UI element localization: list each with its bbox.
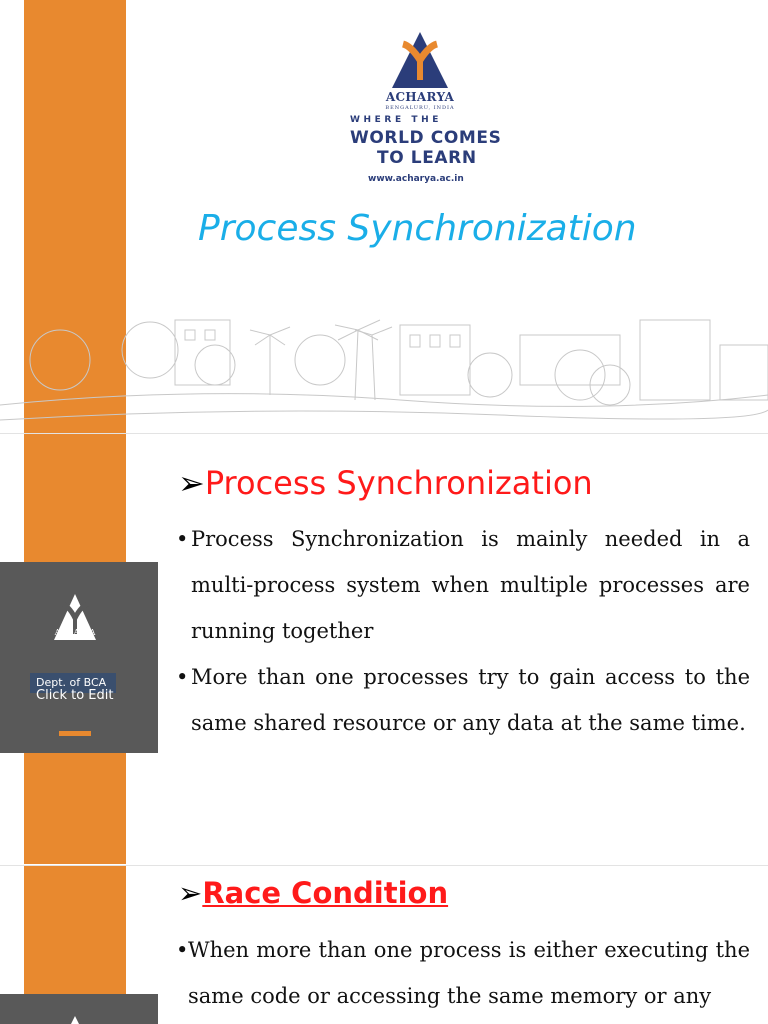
section-heading-text: Race Condition [202, 876, 449, 910]
panel-accent-bar [59, 731, 91, 736]
brand-url: www.acharya.ac.in [368, 174, 464, 184]
slide-title [0, 0, 768, 433]
arrow-bullet-icon: ➢ [178, 464, 205, 502]
bullet-dot: • [176, 938, 189, 962]
click-to-edit-label[interactable]: Click to Edit [36, 688, 114, 703]
list-item [176, 654, 750, 746]
bullet-text: When more than one process is either executing the same code or accessing the same memory or any [188, 938, 750, 1008]
bullet-list [176, 927, 750, 1019]
bullet-dot: • [176, 665, 189, 689]
dept-label: Dept. of BCA [30, 673, 116, 693]
bullet-text: Process Synchronization is mainly needed in a multi-process system when multiple processes are running together [191, 527, 750, 643]
slide-title-text: Process Synchronization [198, 208, 637, 249]
tagline-line3: TO LEARN [377, 148, 477, 168]
brand-location: BENGALURU, INDIA [385, 105, 455, 111]
brand-panel [0, 562, 158, 753]
section-heading [178, 876, 448, 910]
list-item [176, 516, 750, 654]
section-heading-text: Process Synchronization [204, 464, 593, 502]
campus-sketch-image [0, 305, 768, 433]
brand-name: ACHARYA [385, 90, 455, 104]
acharya-logo [345, 30, 525, 190]
bullet-list [176, 516, 750, 746]
acharya-emblem-icon [345, 30, 495, 92]
brand-panel [0, 994, 158, 1024]
slide-race-condition [0, 866, 768, 1024]
bullet-dot: • [176, 527, 189, 551]
tagline-line1: WHERE THE [350, 115, 443, 125]
arrow-bullet-icon: ➢ [178, 876, 203, 910]
acharya-emblem-icon [62, 1014, 88, 1024]
panel-brand-name: ACHARYA [54, 628, 96, 637]
section-heading [178, 464, 593, 502]
tagline-line2: WORLD COMES [350, 128, 502, 148]
slide-process-synchronization [0, 434, 768, 864]
bullet-text: More than one processes try to gain access to the same shared resource or any data at the same time. [191, 665, 750, 735]
list-item [176, 927, 750, 1019]
acharya-emblem-icon [40, 582, 110, 652]
